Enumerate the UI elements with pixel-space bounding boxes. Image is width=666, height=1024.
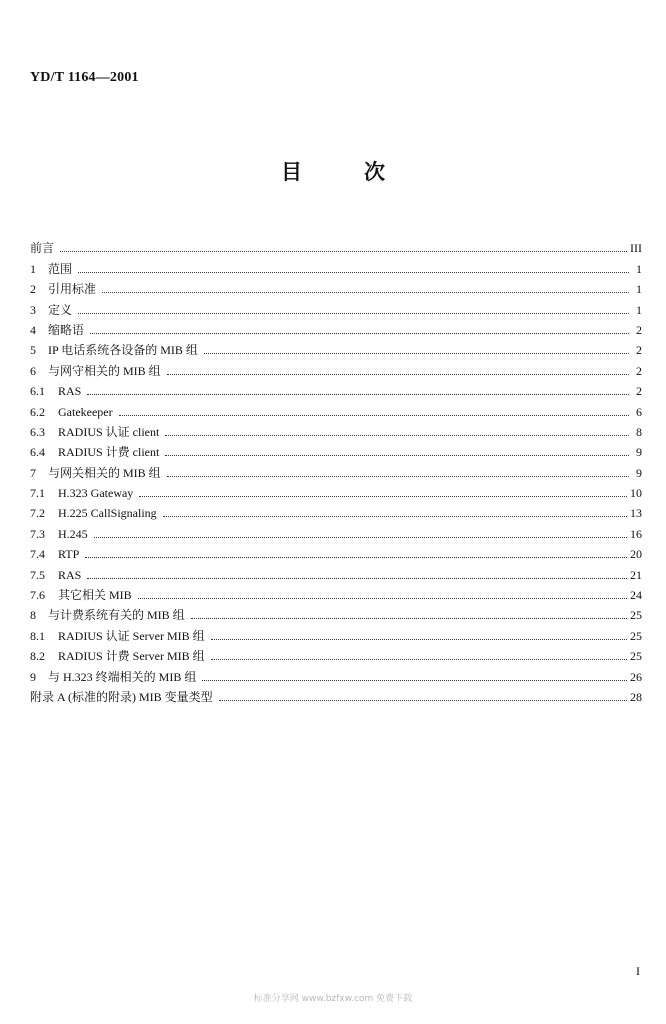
toc-entry[interactable] [30,582,642,602]
toc-entry-number: 3 [30,302,36,317]
toc-entry-label: 与网守相关的 MIB 组 [48,363,161,378]
toc-entry-number: 7.2 [30,506,45,521]
toc-entry-label: H.245 [58,526,88,541]
title-char-2: 次 [364,159,385,184]
toc-entry[interactable] [30,561,642,581]
toc-entry[interactable] [30,622,642,642]
toc-leader-dots [102,291,629,293]
toc-leader-dots [60,250,627,252]
toc-leader-dots [85,556,627,558]
toc-entry-page: 1 [636,302,642,317]
toc-entry-page: 21 [630,567,642,582]
toc-entry-label: 前言 [30,241,55,256]
toc-entry-page: 8 [636,424,642,439]
toc-entry[interactable] [30,419,642,439]
toc-entry-page: 25 [630,628,642,643]
toc-leader-dots [165,454,629,456]
toc-entry-page: 25 [630,649,642,664]
toc-entry-number: 9 [30,669,36,684]
toc-entry[interactable] [30,459,642,479]
toc-leader-dots [87,393,629,395]
toc-entry-number: 7.1 [30,486,45,501]
toc-entry-number: 7.4 [30,547,45,562]
toc-entry-label: RADIUS 认证 client [58,424,160,439]
toc-entry-page: III [630,241,642,256]
toc-entry[interactable] [30,663,642,683]
toc-entry[interactable] [30,357,642,377]
toc-entry-label: H.225 CallSignaling [58,506,157,521]
toc-entry-page: 26 [630,669,642,684]
toc-entry-label: 定义 [48,302,73,317]
toc-entry[interactable] [30,500,642,520]
page-title [0,156,666,186]
toc-entry[interactable] [30,541,642,561]
toc-entry-page: 2 [636,363,642,378]
toc-entry-number: 8.2 [30,649,45,664]
toc-entry-page: 2 [636,322,642,337]
toc-entry[interactable] [30,480,642,500]
toc-entry-number: 4 [30,322,36,337]
toc-entry-page: 1 [636,261,642,276]
toc-entry-number: 8.1 [30,628,45,643]
toc-entry-label: 范围 [48,261,73,276]
toc-leader-dots [167,475,629,477]
toc-entry[interactable] [30,337,642,357]
toc-entry-label: RTP [58,547,80,562]
toc-leader-dots [78,312,629,314]
toc-entry-page: 16 [630,526,642,541]
toc-entry-number: 7 [30,465,36,480]
toc-leader-dots [211,658,627,660]
watermark: 标准分享网 www.bzfxw.com 免费下载 [253,994,413,1004]
toc-leader-dots [163,515,627,517]
toc-entry[interactable] [30,602,642,622]
toc-entry[interactable] [30,317,642,337]
toc-entry-label: RAS [58,384,82,399]
toc-entry-page: 9 [636,465,642,480]
toc-entry-number: 7.5 [30,567,45,582]
toc-entry-page: 1 [636,282,642,297]
toc-leader-dots [219,699,627,701]
toc-entry-page: 6 [636,404,642,419]
toc-entry-label: RADIUS 计费 client [58,445,160,460]
toc-entry-page: 28 [630,689,642,704]
toc-entry-label: 与 H.323 终端相关的 MIB 组 [48,669,197,684]
toc-entry-number: 8 [30,608,36,623]
toc-entry-number: 2 [30,282,36,297]
toc-entry-label: 与网关相关的 MIB 组 [48,465,161,480]
toc-entry-label: Gatekeeper [58,404,113,419]
toc-entry[interactable] [30,255,642,275]
toc-entry[interactable] [30,520,642,540]
toc-entry-label: H.323 Gateway [58,486,134,501]
toc-leader-dots [119,414,629,416]
document-code: YD/T 1164—2001 [30,70,139,85]
table-of-contents [30,235,642,704]
toc-entry-page: 20 [630,547,642,562]
toc-entry[interactable] [30,643,642,663]
toc-entry-number: 7.6 [30,588,45,603]
toc-leader-dots [211,638,627,640]
toc-entry-number: 6.4 [30,445,45,460]
page-number: I [636,964,640,978]
toc-leader-dots [94,536,627,538]
toc-entry-label: IP 电话系统各设备的 MIB 组 [48,343,198,358]
toc-entry[interactable] [30,439,642,459]
toc-entry-number: 5 [30,343,36,358]
toc-entry[interactable] [30,276,642,296]
toc-entry-label: 附录 A (标准的附录) MIB 变量类型 [30,689,213,704]
toc-entry-label: 其它相关 MIB [58,588,132,603]
toc-entry-number: 6.1 [30,384,45,399]
toc-entry[interactable] [30,684,642,704]
toc-leader-dots [90,332,629,334]
toc-entry-label: 引用标准 [48,282,97,297]
toc-entry-label: RAS [58,567,82,582]
toc-entry-number: 6 [30,363,36,378]
toc-entry-label: 缩略语 [48,322,85,337]
toc-entry-page: 24 [630,588,642,603]
toc-leader-dots [202,679,627,681]
toc-entry-label: 与计费系统有关的 MIB 组 [48,608,185,623]
toc-entry-label: RADIUS 认证 Server MIB 组 [58,628,205,643]
toc-entry-page: 10 [630,486,642,501]
toc-leader-dots [78,271,629,273]
title-char-1: 目 [281,159,302,184]
toc-entry[interactable] [30,296,642,316]
toc-entry[interactable] [30,398,642,418]
toc-entry-number: 7.3 [30,526,45,541]
toc-entry-number: 1 [30,261,36,276]
toc-leader-dots [204,352,629,354]
toc-entry-page: 13 [630,506,642,521]
toc-leader-dots [87,577,627,579]
toc-leader-dots [167,373,629,375]
toc-entry-number: 6.3 [30,424,45,439]
toc-entry-number: 6.2 [30,404,45,419]
toc-entry-page: 2 [636,384,642,399]
toc-entry-page: 25 [630,608,642,623]
toc-leader-dots [191,617,627,619]
toc-entry[interactable] [30,378,642,398]
toc-entry-label: RADIUS 计费 Server MIB 组 [58,649,205,664]
toc-entry[interactable] [30,235,642,255]
toc-leader-dots [165,434,629,436]
toc-leader-dots [138,597,627,599]
toc-leader-dots [139,495,627,497]
toc-entry-page: 9 [636,445,642,460]
toc-entry-page: 2 [636,343,642,358]
